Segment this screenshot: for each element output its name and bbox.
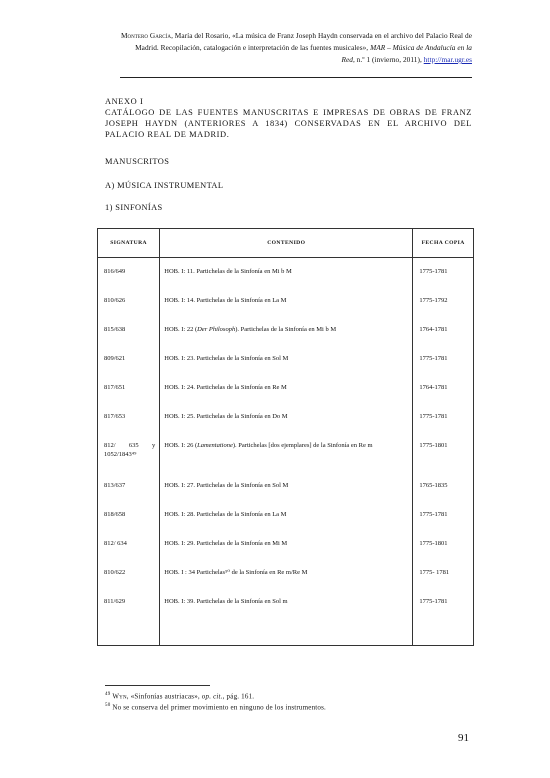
content-cell (164, 597, 408, 626)
citation-text-2: , n.º 1 (invierno, 2011), (352, 55, 424, 64)
content-text: HOB. I: 26 ( (164, 442, 198, 449)
content-cell (164, 539, 408, 568)
footnote-number: 49 (105, 692, 111, 697)
journal-link[interactable]: http://mar.ugr.es (423, 55, 472, 64)
annex-title: CATÁLOGO DE LAS FUENTES MANUSCRITAS E IMPRESAS DE OBRAS DE FRANZ JOSEPH HAYDN (ANTERIORES A 1834) CONSERVADAS EN EL ARCHIVO DEL PALACIO REAL DE MADRID. (105, 108, 472, 139)
content-cell (164, 441, 408, 481)
date-cell: 1764-1781 (419, 326, 448, 333)
signature-cell: 812/ 635 y 1052/1843⁴⁹ (104, 442, 156, 458)
header-divider (120, 77, 472, 78)
content-text: HOB. I: 29. Partichelas de la Sinfonía en Mi M (164, 540, 288, 547)
content-cell (164, 510, 408, 539)
header-signature: SIGNATURA (98, 229, 160, 258)
content-text: HOB. I: 28. Partichelas de la Sinfonía en La M (164, 511, 287, 518)
content-column (160, 258, 413, 646)
header-content: CONTENIDO (160, 229, 413, 258)
date-cell: 1775-1801 (419, 540, 448, 547)
signature-cell: 812/ 634 (104, 540, 127, 547)
signature-cell: 809/621 (104, 355, 126, 362)
content-cell (164, 412, 408, 441)
table-body-row (98, 258, 474, 646)
citation-header (120, 30, 472, 66)
content-text: HOB. I: 23. Partichelas de la Sinfonía en Sol M (164, 355, 289, 362)
content-text: HOB. I: 11. Partichelas de la Sinfonía en Mi b M (164, 268, 292, 275)
date-cell: 1775-1781 (419, 355, 448, 362)
signature-cell: 815/638 (104, 326, 126, 333)
section-manuscripts: MANUSCRITOS (105, 157, 170, 166)
content-text-end: ). Partichelas [dos ejemplares] de la Sinfonía en Re m (232, 442, 373, 449)
content-text: HOB. I: 14. Partichelas de la Sinfonía en La M (164, 297, 287, 304)
content-text: HOB. I : 34 Partichelas⁵⁰ de la Sinfonía en Re m/Re M (164, 569, 308, 576)
date-cell: 1775- 1781 (419, 569, 450, 576)
content-italic-title: Lamentatione (197, 442, 233, 449)
signature-cell: 813/637 (104, 482, 126, 489)
table-header-row (98, 229, 474, 258)
content-italic-title: Der Philosoph (197, 326, 236, 333)
author-name: Montero García (120, 31, 172, 40)
content-text: HOB. I: 25. Partichelas de la Sinfonía en Do M (164, 413, 288, 420)
date-cell: 1764-1781 (419, 384, 448, 391)
signature-cell: 810/622 (104, 569, 126, 576)
footnote-text-end: , pág. 161. (222, 692, 255, 701)
content-cell (164, 267, 408, 296)
signature-cell: 810/626 (104, 297, 126, 304)
content-text: HOB. I: 24. Partichelas de la Sinfonía en Re M (164, 384, 287, 391)
date-column (413, 258, 474, 646)
catalog-table (97, 228, 474, 646)
citation-text-1: , María del Rosario, «La música de Franz Joseph Haydn conservada en el archivo del Palacio Real de Madrid. Recopilación, catalogación e interpretación de las fuentes musicales», (135, 31, 472, 52)
signature-cell: 817/653 (104, 413, 126, 420)
content-cell (164, 481, 408, 510)
signature-cell: 816/649 (104, 268, 126, 275)
content-text: HOB. I: 22 ( (164, 326, 198, 333)
date-cell: 1775-1781 (419, 598, 448, 605)
signature-cell: 818/658 (104, 511, 126, 518)
section-symphonies: 1) SINFONÍAS (105, 203, 163, 212)
footnote-text: No se conserva del primer movimiento en ninguno de los instrumentos. (110, 703, 327, 712)
header-date: FECHA COPIA (413, 229, 474, 258)
annex-label: ANEXO I (105, 97, 144, 106)
content-text: HOB. I: 39. Partichelas de la Sinfonía en Sol m (164, 598, 288, 605)
section-instrumental: A) MÚSICA INSTRUMENTAL (105, 181, 224, 190)
footnote-number: 50 (105, 703, 111, 708)
content-cell (164, 354, 408, 383)
journal-title: MAR – Música de Andalucía en la Red (341, 43, 472, 64)
footnote-author: Wyn (112, 692, 127, 701)
content-text-end: ). Partichelas de la Sinfonía en Mi b M (235, 326, 337, 333)
footnote-49 (105, 690, 254, 701)
content-cell (164, 568, 408, 597)
date-cell: 1775-1801 (419, 442, 448, 449)
annex-heading (105, 96, 472, 140)
footnote-divider (105, 685, 210, 686)
signature-cell: 817/651 (104, 384, 126, 391)
date-cell: 1775-1781 (419, 268, 448, 275)
content-cell (164, 296, 408, 325)
signature-cell: 811/629 (104, 598, 126, 605)
content-cell (164, 325, 408, 354)
signature-column (98, 258, 160, 646)
date-cell: 1765-1835 (419, 482, 448, 489)
footnote-text: , «Sinfonías austriacas», (126, 692, 202, 701)
footnote-50 (105, 701, 326, 712)
content-cell (164, 383, 408, 412)
footnote-italic: op. cit. (201, 692, 223, 701)
date-cell: 1775-1781 (419, 413, 448, 420)
content-text: HOB. I: 27. Partichelas de la Sinfonía en Sol M (164, 482, 289, 489)
date-cell: 1775-1781 (419, 511, 448, 518)
page-number: 91 (458, 732, 469, 744)
date-cell: 1775-1792 (419, 297, 448, 304)
